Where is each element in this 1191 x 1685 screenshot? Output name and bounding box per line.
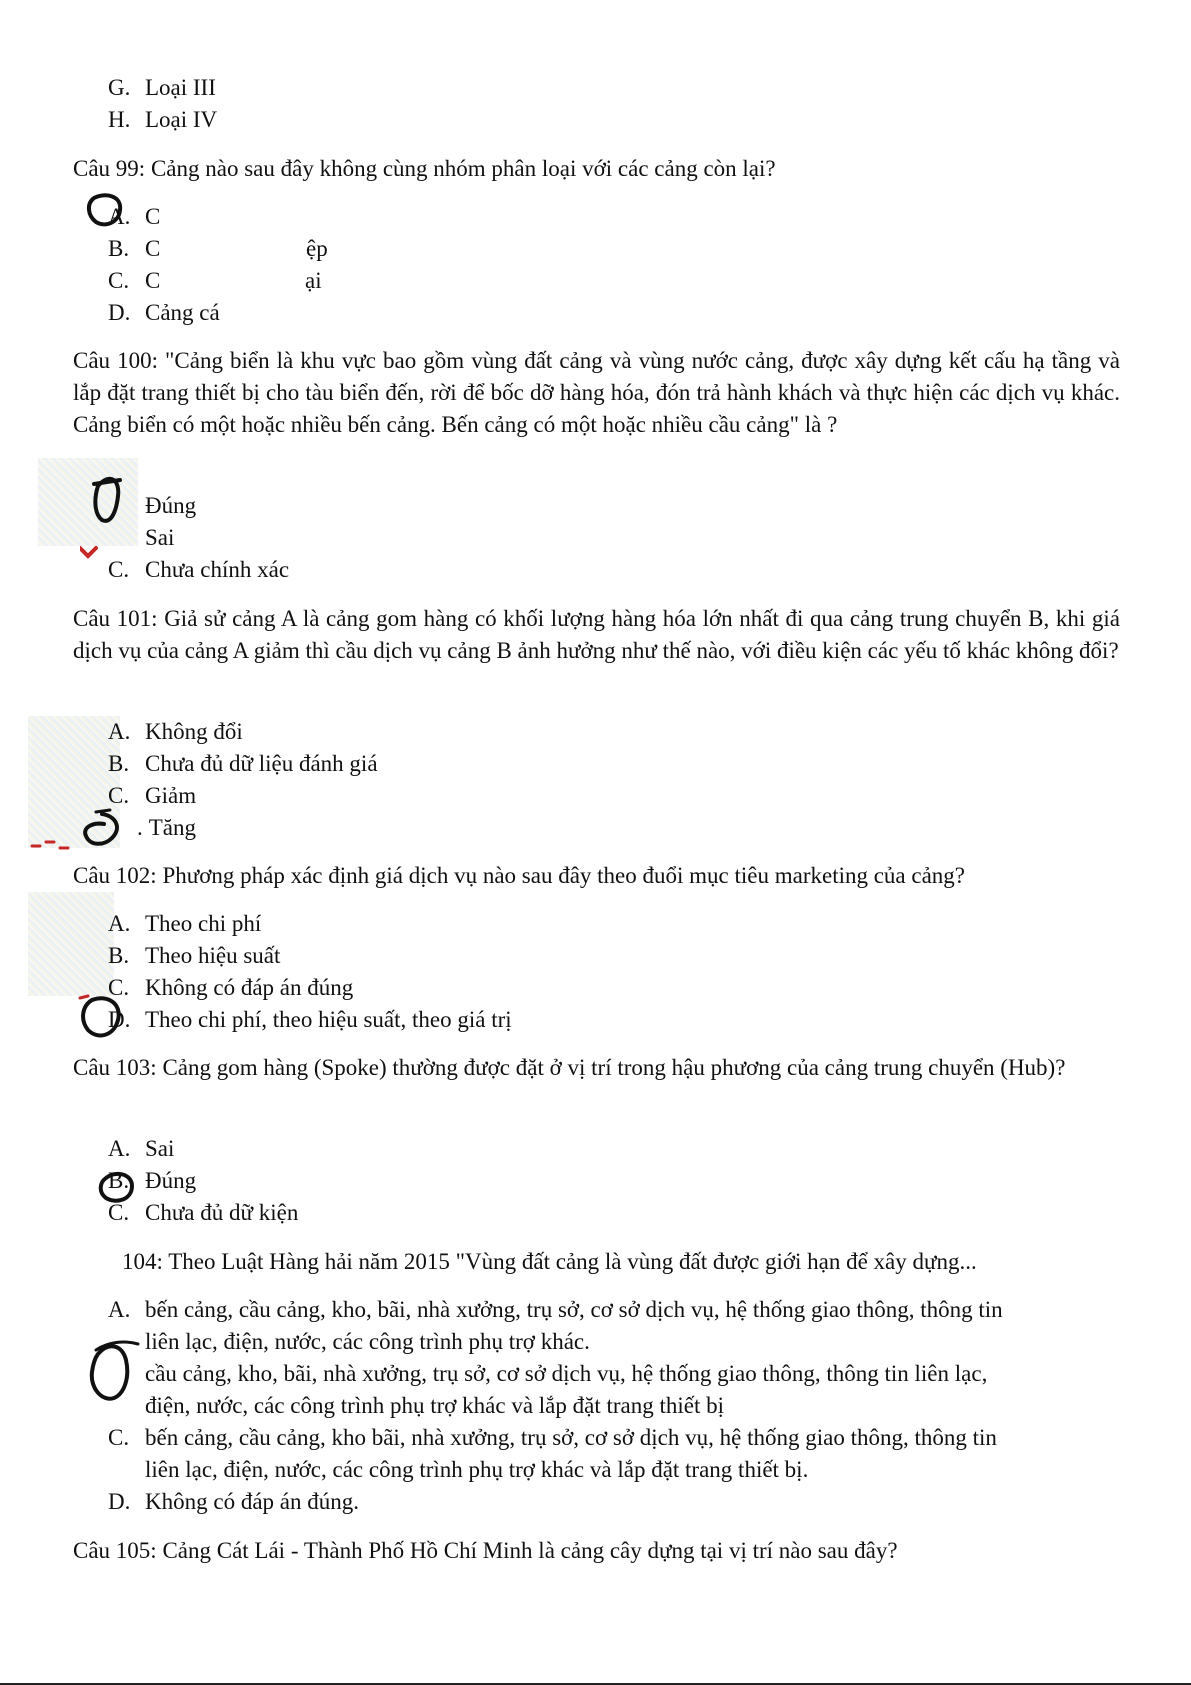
question-103-title: Câu 103: Cảng gom hàng (Spoke) thường được đặt ở vị trí trong hậu phương của cảng trung chuyển (Hub)? [73,1055,1066,1080]
option-key: G. [108,75,131,100]
option-text: Chưa đủ dữ kiện [145,1200,299,1225]
option-text: Đúng [145,1168,197,1193]
q102-option-b [108,940,280,972]
q103-option-a [108,1133,174,1165]
option-text: Loại III [145,75,216,100]
option-text: Không có đáp án đúng [145,975,354,1000]
option-text: Giảm [145,783,197,808]
q100-option-b: Sai [145,525,175,550]
option-text: C [145,204,161,229]
option-key: . [137,815,143,840]
q101-option-d [137,812,196,844]
option-text: Sai [145,1136,175,1161]
option-text: Tăng [148,815,197,840]
question-99-title: Câu 99: Cảng nào sau đây không cùng nhóm phân loại với các cảng còn lại? [73,156,776,181]
option-text: bến cảng, cầu cảng, kho bãi, nhà xưởng, trụ sở, cơ sở dịch vụ, hệ thống giao thông, thông tin [145,1425,997,1450]
q104-option-d [108,1486,359,1518]
option-key: A. [108,911,131,936]
option-text: Theo chi phí, theo hiệu suất, theo giá trị [145,1007,512,1032]
option-text: Cảng cá [145,300,220,325]
option-key: C. [108,557,130,582]
question-100-title: Câu 100: "Cảng biển là khu vực bao gồm vùng đất cảng và vùng nước cảng, được xây dựng kết cấu hạ tầng và lắp đặt trang thiết bị cho tàu biển đến, rời để bốc dỡ hàng hóa, đón trả hành khách và thực hiện các dịch vụ khác. Cảng biển có một hoặc nhiều bến cảng. Bến cảng có một hoặc nhiều cầu cảng" là ? [73,348,1120,437]
q104-option-b-line2: điện, nước, các công trình phụ trợ khác và lắp đặt trang thiết bị [145,1393,725,1418]
q99-option-b-fragment: ệp [306,236,328,261]
option-key: A. [108,204,131,229]
question-104-title: 104: Theo Luật Hàng hải năm 2015 "Vùng đất cảng là vùng đất được giới hạn để xây dựng... [122,1249,977,1274]
option-key: B. [108,943,130,968]
option-text: Chưa chính xác [145,557,290,582]
q104-option-c-line2: liên lạc, điện, nước, các công trình phụ trợ khác và lắp đặt trang thiết bị. [145,1457,809,1482]
option-text: Theo chi phí [145,911,262,936]
option-key: C. [108,1200,130,1225]
question-101-title: Câu 101: Giả sử cảng A là cảng gom hàng có khối lượng hàng hóa lớn nhất đi qua cảng trung chuyển B, khi giá dịch vụ của cảng A giảm thì cầu dịch vụ cảng B ảnh hưởng như thế nào, với điều kiện các yếu tố khác không đổi? [73,606,1120,663]
option-text: Không có đáp án đúng. [145,1489,359,1514]
handwritten-circle-mark [80,468,150,560]
q102-option-c [108,972,353,1004]
q99-option-c-fragment: ại [305,268,322,293]
q104-option-c-line1 [108,1422,997,1454]
option-key: D. [108,300,131,325]
q102-option-a [108,908,261,940]
option-text: Loại IV [145,107,218,132]
option-h [108,104,217,136]
handwritten-circle-mark [78,994,132,1046]
q101-option-a [108,716,243,748]
option-text: Theo hiệu suất [145,943,281,968]
option-key: A. [108,1297,131,1322]
option-key: C. [108,975,130,1000]
q104-option-a-line2: liên lạc, điện, nước, các công trình phụ trợ khác. [145,1329,590,1354]
question-105-title: Câu 105: Cảng Cát Lái - Thành Phố Hồ Chí Minh là cảng cây dựng tại vị trí nào sau đây? [73,1538,898,1563]
option-key: B. [108,236,130,261]
q99-option-b [108,233,160,265]
option-key: C. [108,1425,130,1450]
option-g [108,72,216,104]
option-key: A. [108,1136,131,1161]
question-102-title: Câu 102: Phương pháp xác định giá dịch vụ nào sau đây theo đuổi mục tiêu marketing của cảng? [73,863,966,888]
handwritten-circle-mark [84,190,128,232]
q104-option-b-line1: cầu cảng, kho, bãi, nhà xưởng, trụ sở, cơ sở dịch vụ, hệ thống giao thông, thông tin liên lạc, [145,1361,988,1386]
q100-option-a: Đúng [145,493,197,518]
option-key: D. [108,1489,131,1514]
q101-option-b [108,748,378,780]
option-text: C [145,236,161,261]
option-key: C. [108,783,130,808]
option-text: Chưa đủ dữ liệu đánh giá [145,751,378,776]
option-key: B. [108,1168,130,1193]
option-key: D. [108,1007,131,1032]
option-key: C. [108,268,130,293]
q99-option-d [108,297,220,329]
q99-option-c [108,265,160,297]
option-text: C [145,268,161,293]
option-key: A. [108,719,131,744]
option-key: H. [108,107,131,132]
handwritten-circle-mark [84,1336,144,1408]
option-text: bến cảng, cầu cảng, kho, bãi, nhà xưởng, trụ sở, cơ sở dịch vụ, hệ thống giao thông, thông tin [145,1297,1003,1322]
q102-option-d [108,1004,512,1036]
option-text: Không đổi [145,719,243,744]
scan-noise [28,892,114,996]
q104-option-a-line1 [108,1294,1003,1326]
handwritten-circle-mark [96,1168,142,1210]
option-key: B. [108,751,130,776]
handwritten-circle-mark [30,806,130,854]
